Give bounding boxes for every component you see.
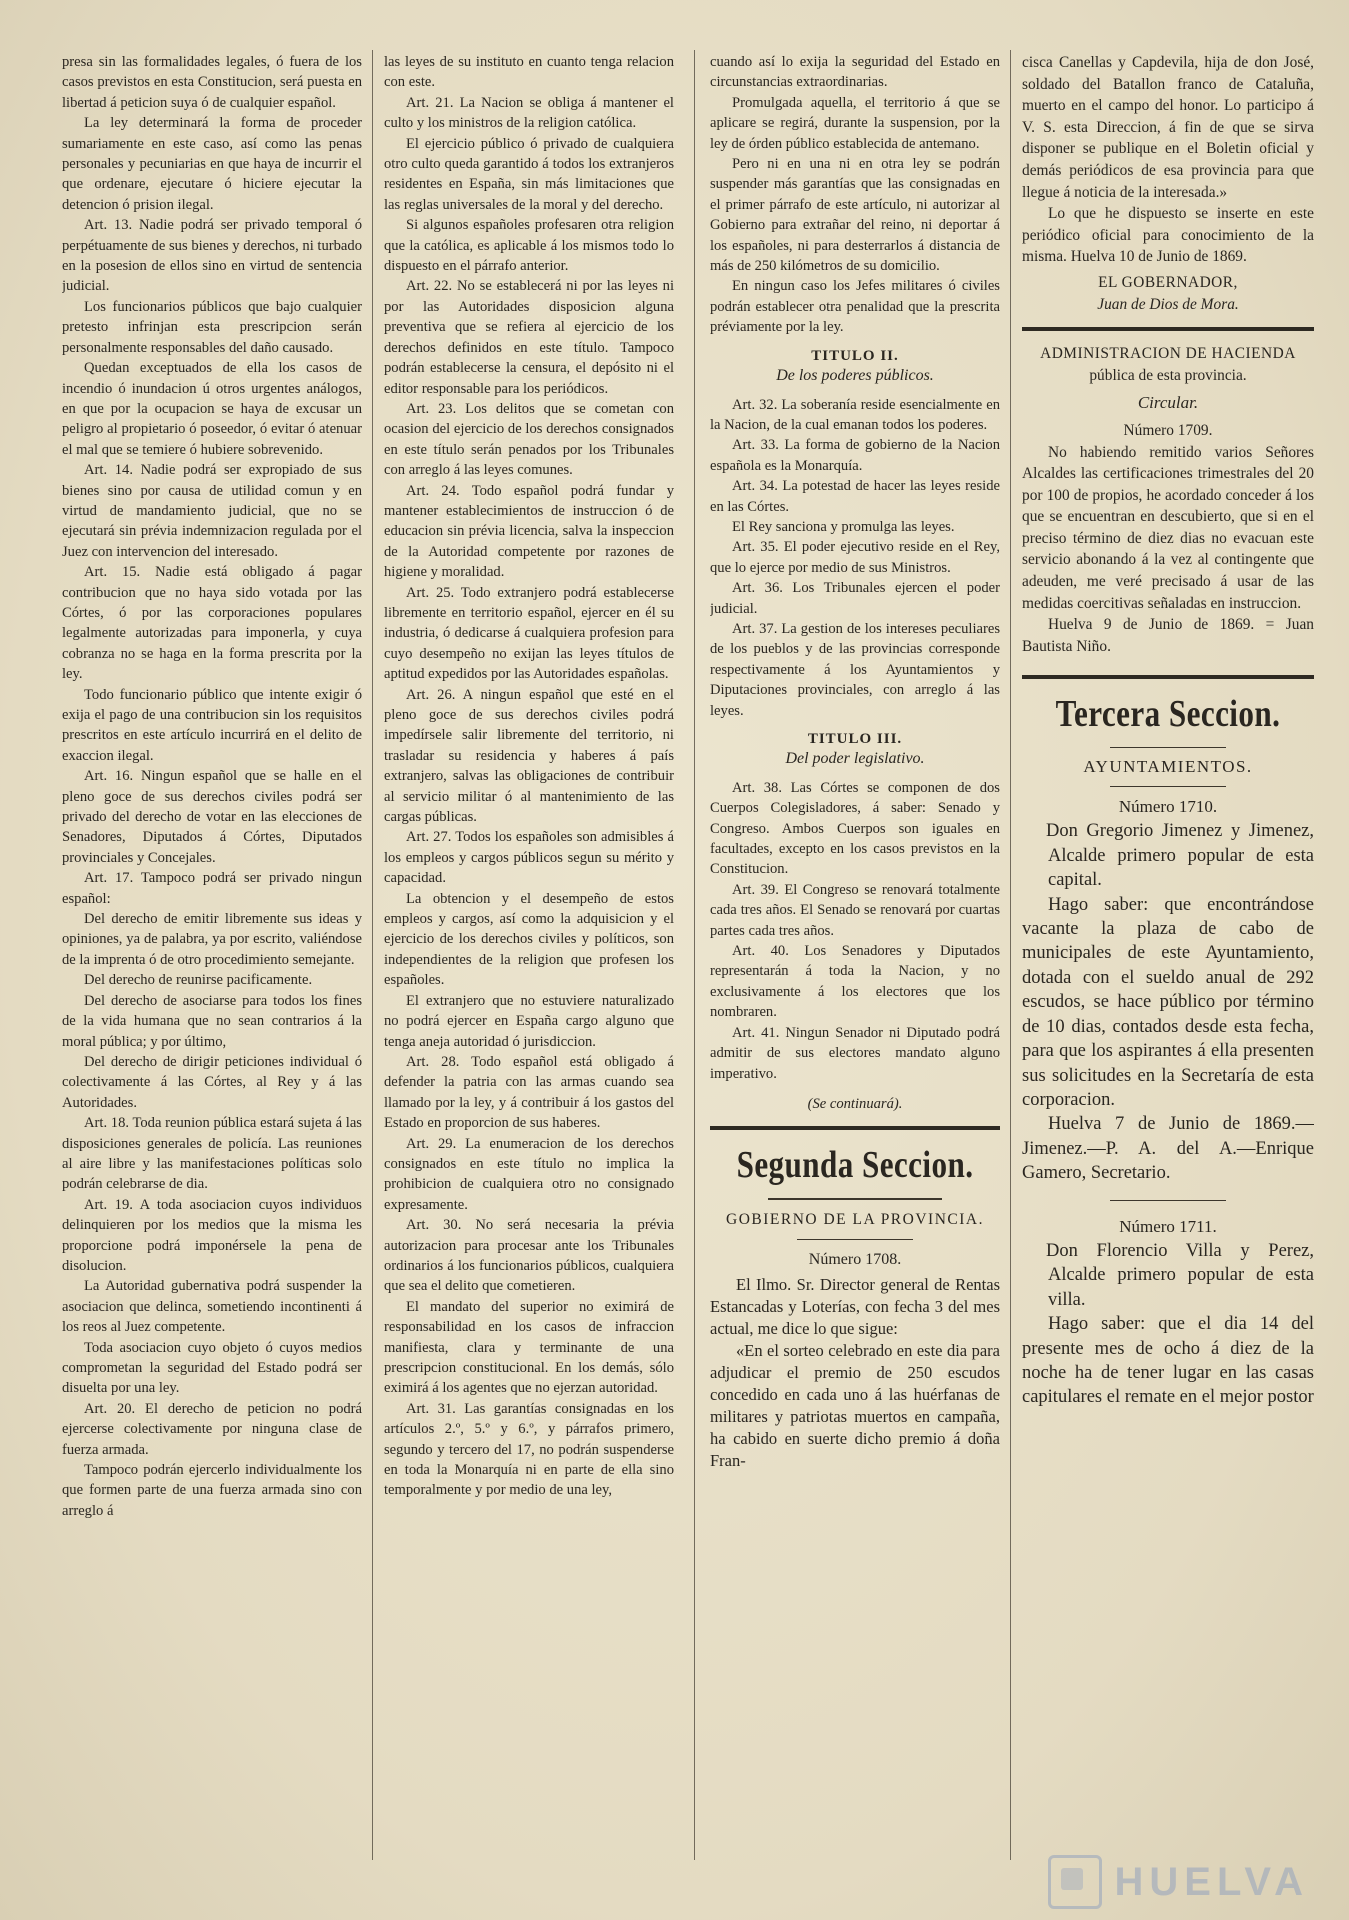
paragraph: Pero ni en una ni en otra ley se podrán suspender más garantías que las consignadas en el primer párrafo de este artículo, ni autorizar al Gobierno para extrañar del reino, ni deportar á los españoles, ni para desterrarlos á distancia de más de 250 kilómetros de su domicilio. [710, 156, 1000, 275]
titulo-subheading: Del poder legislativo. [785, 750, 925, 768]
article-33: Art. 33. La forma de gobierno de la Nacion española es la Monarquía. [710, 437, 1000, 474]
divider [768, 1198, 942, 1200]
article-20: Art. 20. El derecho de peticion no podrá ejercerse colectivamente por ninguna clase de fuerza armada. [62, 1400, 362, 1458]
paragraph: En ningun caso los Jefes militares ó civiles podrán establecer otra penalidad que la prescrita préviamente por la ley. [710, 278, 1000, 336]
article-39: Art. 39. El Congreso se renovará totalmente cada tres años. El Senado se renovará por cuartas partes cada tres años. [710, 881, 1000, 939]
paragraph: «En el sorteo celebrado en este dia para adjudicar el premio de 250 escudos concedido en cada uno á las huérfanas de militares y patriotas muertos en campaña, ha cabido en suerte dicho premio á doña Fran- [710, 1341, 1000, 1471]
column-1 [62, 52, 362, 1852]
official-name: Don Gregorio Jimenez y Jimenez, Alcalde primero popular de esta capital. [1046, 821, 1314, 891]
article-23: Art. 23. Los delitos que se cometan con ocasion del ejercicio de los derechos consignados en este título serán penados por los Tribunales con arreglo á las leyes comunes. [384, 400, 674, 479]
office-subheading: pública de esta provincia. [1089, 366, 1247, 384]
paragraph: cisca Canellas y Capdevila, hija de don José, soldado del Batallon franco de Cataluña, muerto en el campo del honor. Lo participo á V. S. esta Direccion, á fin de que se sirva disponer se publique en el Boletin oficial y demás periódicos de esa provincia para que llegue á noticia de la interesada.» [1022, 54, 1314, 201]
article-28: Art. 28. Todo español está obligado á defender la patria con las armas cuando sea llamado por la ley, y á contribuir á los gastos del Estado en proporcion de sus haberes. [384, 1053, 674, 1132]
signature-title: EL GOBERNADOR, [1098, 273, 1238, 291]
article-29: Art. 29. La enumeracion de los derechos consignados en este título no implica la prohibicion de cualquiera otro no consignado expresamente. [384, 1135, 674, 1213]
notice-number: Número 1708. [808, 1250, 902, 1268]
paragraph: Tampoco podrán ejercerlo individualmente los que formen parte de una fuerza armada sino con arreglo á [62, 1462, 362, 1519]
paragraph: Del derecho de dirigir peticiones individual ó colectivamente á las Córtes, al Rey y á las Autoridades. [62, 1053, 362, 1111]
paragraph: Lo que he dispuesto se inserte en este periódico oficial para conocimiento de la misma. Huelva 10 de Junio de 1869. [1022, 205, 1314, 266]
paragraph: No habiendo remitido varios Señores Alcaldes las certificaciones trimestrales del 20 por 100 de propios, he acordado conceder á los que se encuentran en descubierto, que si en el preciso término de diez dias no evacuan este servicio abonando á la vez al contingente que adeuden, me veré precisado á usar de las medidas coercitivas señaladas en instruccion. [1022, 443, 1314, 612]
article-36: Art. 36. Los Tribunales ejercen el poder judicial. [710, 580, 1000, 617]
article-41: Art. 41. Ningun Senador ni Diputado podrá admitir de sus electores mandato alguno imperativo. [710, 1024, 1000, 1082]
column-3 [710, 52, 1000, 1852]
paragraph: Promulgada aquella, el territorio á que se aplicare se regirá, durante la suspension, por la ley de órden público establecida de antemano. [710, 94, 1000, 152]
column-rule [372, 50, 373, 1860]
divider [1110, 747, 1227, 748]
article-38: Art. 38. Las Córtes se componen de dos Cuerpos Colegisladores, á saber: Senado y Congreso. Ambos Cuerpos son iguales en facultades, excepto en los casos previstos en la Constitucion. [710, 779, 1000, 878]
article-40: Art. 40. Los Senadores y Diputados representarán á toda la Nacion, y no exclusivamente á los electores que los nombraren. [710, 943, 1000, 1021]
column-2 [384, 52, 674, 1852]
section-divider [1022, 327, 1314, 331]
column-rule [1010, 50, 1011, 1860]
paragraph: Todo funcionario público que intente exigir ó exija el pago de una contribucion sin los requisitos prescritos en este artículo incurrirá en el delito de exaccion ilegal. [62, 686, 362, 764]
column-rule [694, 50, 695, 1860]
official-name: Don Florencio Villa y Perez, Alcalde primero popular de esta villa. [1046, 1240, 1314, 1310]
paragraph: Del derecho de emitir libremente sus ideas y opiniones, ya de palabra, ya por escrito, valiéndose de la imprenta ó de otro procedimiento semejante. [62, 911, 362, 968]
section-heading: Segunda Seccion. [736, 1144, 974, 1187]
divider [1110, 1200, 1227, 1201]
paragraph: El extranjero que no estuviere naturalizado no podrá ejercer en España cargo alguno que tenga aneja autoridad ó jurisdiccion. [384, 992, 674, 1050]
section-divider [710, 1126, 1000, 1130]
paragraph: presa sin las formalidades legales, ó fuera de los casos previstos en esta Constitucion, será puesta en libertad á peticion suya ó de cualquier español. [62, 54, 362, 111]
signature-name: Juan de Dios de Mora. [1097, 295, 1239, 313]
paragraph: El Rey sanciona y promulga las leyes. [732, 518, 955, 535]
article-25: Art. 25. Todo extranjero podrá establecerse libremente en territorio español, ejercer en él su industria, ó dedicarse á cualquiera profesion para cuyo desempeño no exijan las leyes títulos de aptitud expedidos por las Autoridades españolas. [384, 584, 674, 683]
article-37: Art. 37. La gestion de los intereses peculiares de los pueblos y de las provincias corresponde respectivamente á los Ayuntamientos y Diputaciones provinciales, con arreglo á las leyes. [710, 620, 1000, 719]
paragraph: El mandato del superior no eximirá de responsabilidad en los casos de infraccion manifiesta, clara y terminante de una prescripcion constitucional. En los demás, sólo eximirá á los agentes que no ejerzan autoridad. [384, 1298, 674, 1397]
section-heading: Tercera Seccion. [1055, 693, 1281, 736]
paragraph: Hago saber: que encontrándose vacante la plaza de cabo de municipales de este Ayuntamiento, dotada con el sueldo anual de 292 escudos, se hace público por término de 10 dias, contados desde esta fecha, para que los aspirantes á ella presenten sus solicitudes en la Secretaría de esta corporacion. [1022, 894, 1314, 1110]
paragraph: Del derecho de asociarse para todos los fines de la vida humana que no sean contrarios á la moral pública; y por último, [62, 992, 362, 1050]
subsection-heading: GOBIERNO DE LA PROVINCIA. [726, 1211, 984, 1229]
article-30: Art. 30. No será necesaria la prévia autorizacion para procesar ante los Tribunales ordinarios á los funcionarios públicos, cualquiera que sea el delito que cometieren. [384, 1217, 674, 1295]
article-16: Art. 16. Ningun español que se halle en el pleno goce de sus derechos civiles podrá ser privado del derecho de votar en las elecciones de Senadores, Diputados á Córtes, Diputados provinciales y Concejales. [62, 768, 362, 866]
article-27: Art. 27. Todos los españoles son admisibles á los empleos y cargos públicos segun su mérito y capacidad. [384, 829, 674, 887]
article-18: Art. 18. Toda reunion pública estará sujeta á las disposiciones generales de policía. Las reuniones al aire libre y las manifestaciones políticas solo podrán celebrarse de dia. [62, 1115, 362, 1193]
article-15: Art. 15. Nadie está obligado á pagar contribucion que no haya sido votada por las Córtes, ó por las corporaciones populares legalmente autorizadas para imponerla, y cuya cobranza no se haga en la forma prescrita por la ley. [62, 564, 362, 683]
column-4 [1022, 52, 1314, 1852]
paragraph: Si algunos españoles profesaren otra religion que la católica, es aplicable á los mismos todo lo dispuesto en el párrafo anterior. [384, 217, 674, 275]
paragraph: La Autoridad gubernativa podrá suspender la asociacion que delinca, sometiendo incontinenti á los reos al Juez competente. [62, 1278, 362, 1336]
divider [1110, 786, 1227, 787]
paragraph: Huelva 7 de Junio de 1869.—Jimenez.—P. A. del A.—Enrique Gamero, Secretario. [1022, 1114, 1314, 1184]
article-17: Art. 17. Tampoco podrá ser privado ningun español: [62, 870, 362, 907]
paragraph: las leyes de su instituto en cuanto tenga relacion con este. [384, 54, 674, 91]
paragraph: Quedan exceptuados de ella los casos de incendio ó inundacion ú otros urgentes análogos, en que por la ocupacion se haya de excusar un peligro al propietario ó poseedor, ó evitar ó atenuar el mal que se temiere ó hubiere sobrevenido. [62, 360, 362, 458]
section-divider [1022, 675, 1314, 679]
paragraph: Hago saber: que el dia 14 del presente mes de ocho á diez de la noche ha de tener lugar en las casas capitulares el remate en el mejor postor [1022, 1314, 1314, 1408]
watermark-text: HUELVA [1114, 1859, 1309, 1904]
paragraph: Huelva 9 de Junio de 1869. = Juan Bautista Niño. [1022, 616, 1314, 655]
article-24: Art. 24. Todo español podrá fundar y mantener establecimientos de instruccion ó de educacion sin prévia licencia, salva la inspeccion de la Autoridad competente por razones de higiene y moralidad. [384, 482, 674, 581]
titulo-heading: TITULO II. [811, 347, 899, 364]
titulo-heading: TITULO III. [807, 731, 903, 747]
archive-watermark [1009, 1854, 1309, 1910]
article-13: Art. 13. Nadie podrá ser privado temporal ó perpétuamente de sus bienes y derechos, ni turbado en la posesion de ellos sino en virtud de sentencia judicial. [62, 217, 362, 295]
subsection-heading: AYUNTAMIENTOS. [1083, 757, 1253, 777]
paragraph: El ejercicio público ó privado de cualquiera otro culto queda garantido á todos los extranjeros residentes en España, sin más limitaciones que las reglas universales de la moral y del derecho. [384, 135, 674, 213]
notice-number: Número 1711. [1119, 1216, 1217, 1236]
notice-number: Número 1710. [1118, 797, 1218, 817]
paragraph: Toda asociacion cuyo objeto ó cuyos medios comprometan la seguridad del Estado podrá ser disuelta por una ley. [62, 1339, 362, 1397]
article-14: Art. 14. Nadie podrá ser expropiado de sus bienes sino por causa de utilidad comun y en virtud de mandamiento judicial, que no se ejecutará sin prévia indemnizacion regulada por el Juez con intervencion del interesado. [62, 462, 362, 560]
article-19: Art. 19. A toda asociacion cuyos individuos delinquieren por los medios que la misma les proporcione podrá imponérsele la pena de disolucion. [62, 1196, 362, 1274]
continued-note: (Se continuará). [807, 1095, 903, 1112]
office-heading: ADMINISTRACION DE HACIENDA [1040, 345, 1296, 363]
paragraph: Del derecho de reunirse pacificamente. [84, 972, 313, 989]
notice-number: Número 1709. [1123, 421, 1213, 439]
paragraph: La ley determinará la forma de proceder sumariamente en este caso, así como las penas personales y pecuniarias en que haya de incurrir el que ordenare, ejecutare ó hiciere ejecutar la detencion ó prision ilegal. [62, 115, 362, 213]
article-35: Art. 35. El poder ejecutivo reside en el Rey, que lo ejerce por medio de sus Ministros. [710, 539, 1000, 576]
article-34: Art. 34. La potestad de hacer las leyes reside en las Córtes. [710, 478, 1000, 515]
archive-logo-icon [1048, 1855, 1102, 1909]
paragraph: cuando así lo exija la seguridad del Estado en circunstancias extraordinarias. [710, 54, 1000, 91]
article-22: Art. 22. No se establecerá ni por las leyes ni por las Autoridades disposicion alguna preventiva que se refiera al ejercicio de los derechos definidos en este título. Tampoco podrán establecerse la censura, el depósito ni el editor responsable para los periódicos. [384, 278, 674, 397]
paragraph: El Ilmo. Sr. Director general de Rentas Estancadas y Loterías, con fecha 3 del mes actual, me dice lo que sigue: [710, 1275, 1000, 1339]
article-26: Art. 26. A ningun español que esté en el pleno goce de sus derechos civiles podrá impedírsele salir libremente del territorio, ni trasladar su residencia y haberes á país extranjero, salvas las obligaciones de contribuir al servicio militar ó al mantenimiento de las cargas públicas. [384, 686, 674, 826]
paragraph: Los funcionarios públicos que bajo cualquier pretesto infrinjan esta prescripcion serán personalmente responsables del daño causado. [62, 298, 362, 356]
divider [797, 1239, 913, 1240]
titulo-subheading: De los poderes públicos. [776, 367, 934, 385]
article-21: Art. 21. La Nacion se obliga á mantener el culto y los ministros de la religion católica. [384, 94, 674, 132]
article-31: Art. 31. Las garantías consignadas en los artículos 2.º, 5.º y 6.º, y párrafos primero, segundo y tercero del 17, no podrán suspenderse en toda la Monarquía ni en parte de ella sino temporalmente y por medio de una ley, [384, 1400, 674, 1499]
paragraph: La obtencion y el desempeño de estos empleos y cargos, así como la adquisicion y el ejercicio de los derechos civiles y políticos, son independientes de la religion que profesen los españoles. [384, 890, 674, 989]
article-32: Art. 32. La soberanía reside esencialmente en la Nacion, de la cual emanan todos los poderes. [710, 396, 1000, 433]
circular-heading: Circular. [1137, 393, 1199, 413]
